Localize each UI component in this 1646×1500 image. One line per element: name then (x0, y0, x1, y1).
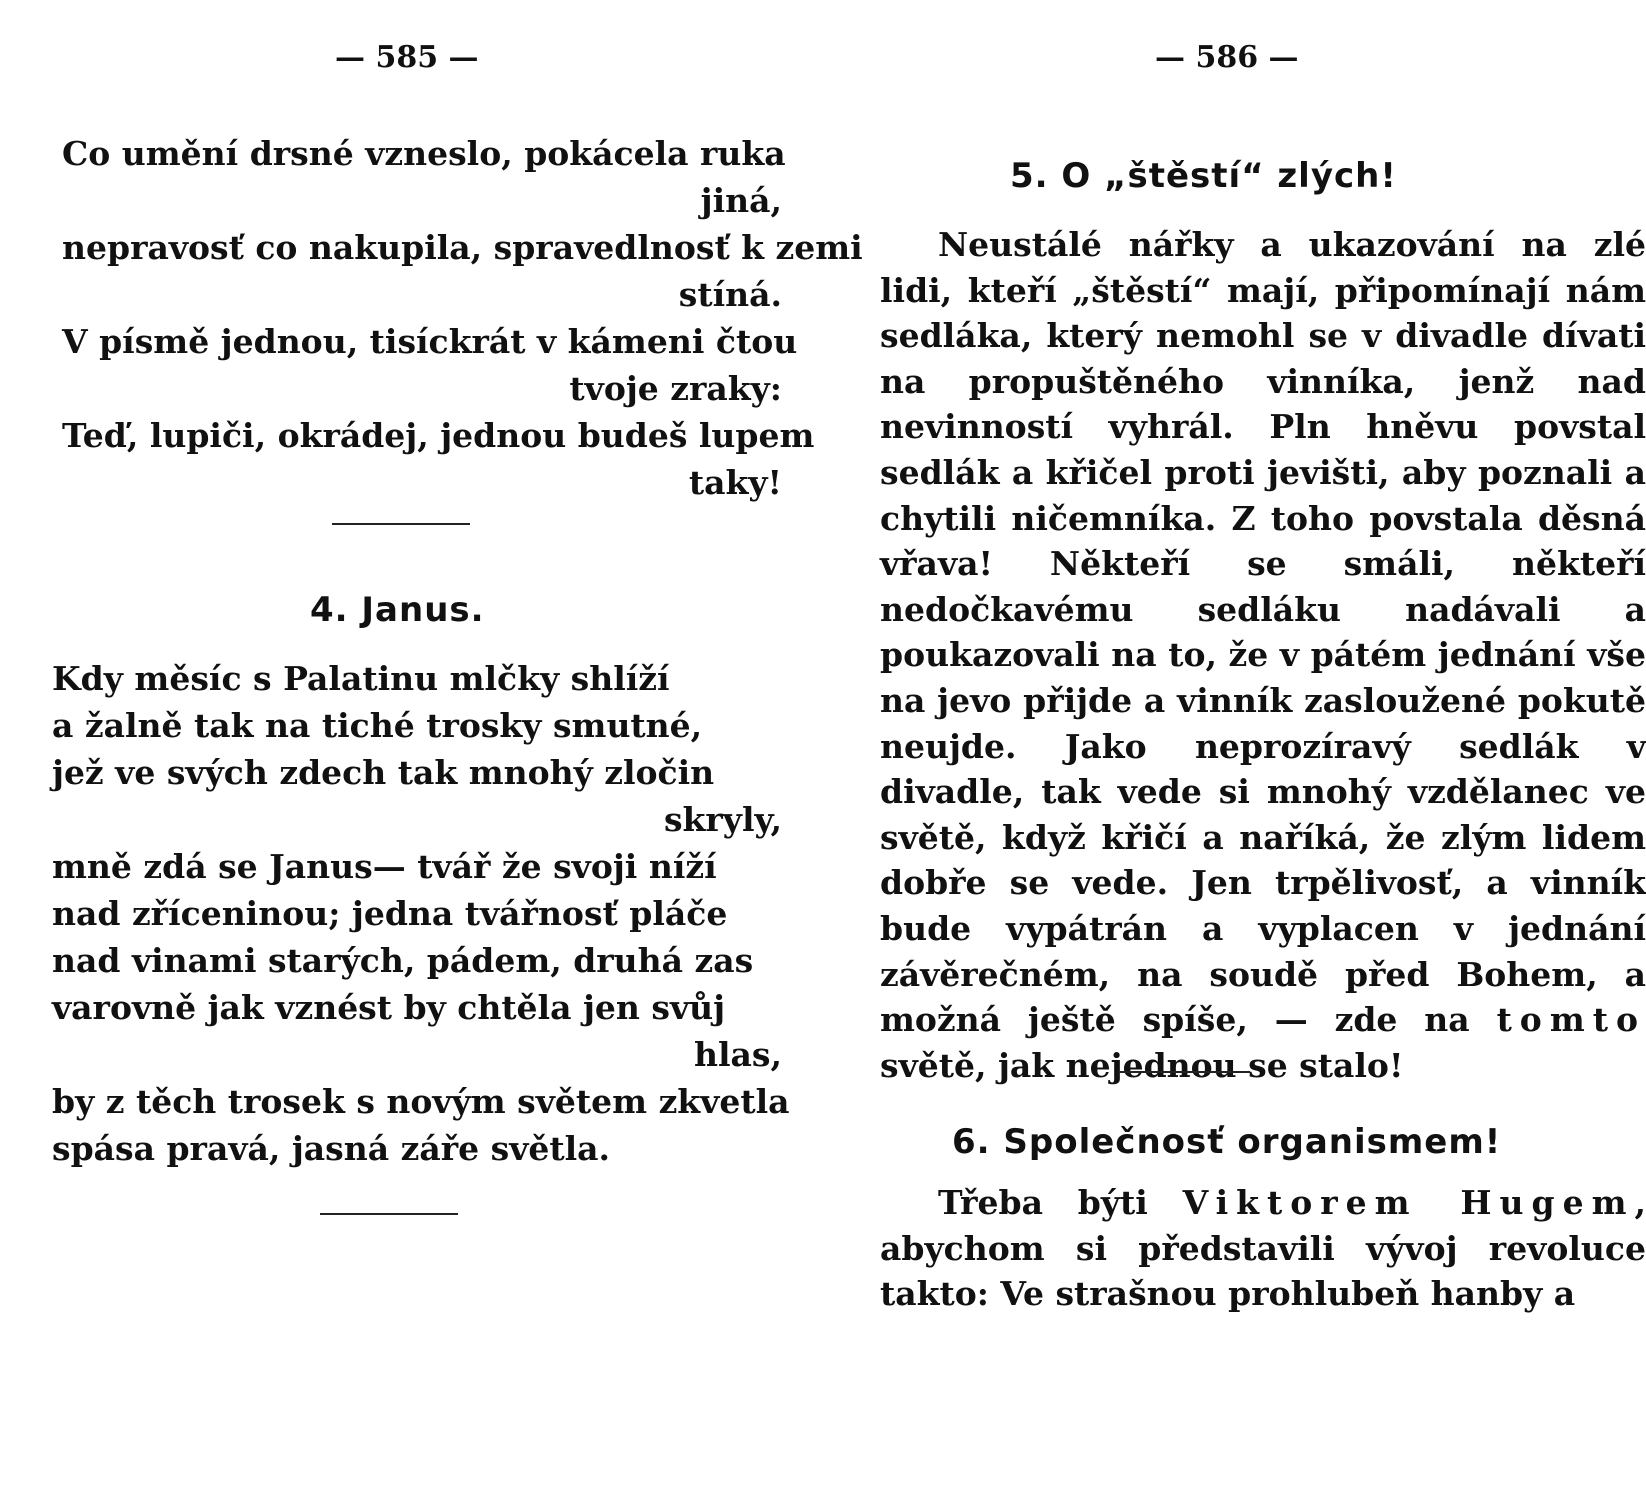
poem-line: Co umění drsné vzneslo, pokácela ruka (62, 134, 786, 173)
paragraph-text: Neustálé nářky a ukazování na zlé lidi, kteří „štěstí“ mají, připomínají nám sedláka, který nemohl se v divadle dívati na propuštěného vinníka, jenž nad nevinností vyhrál. Pln hněvu povstal sedlák a křičel proti jevišti, aby poznali a chytili ničemníka. Z toho povstala děsná vřava! Někteří se smáli, někteří nedočkavému sedláku nadávali a poukazovali na to, že v pátém jednání vše na jevo přijde a vinník zasloužené pokutě neujde. Jako neprozíravý sedlák v divadle, tak vede si mnohý vzdělanec ve světě, když křičí a naříká, že zlým lidem dobře se vede. Jen trpělivosť, a vinník bude vypátrán a vyplacen v jednání závěrečném, na soudě před Bohem, a možná ještě spíše, — zde na (880, 225, 1646, 1040)
paragraph-text: Třeba býti (938, 1183, 1183, 1222)
poem-line-continuation: taky! (688, 463, 782, 502)
poem-line-continuation: stíná. (678, 275, 782, 314)
poem-line: V písmě jednou, tisíckrát v kámeni čtou (62, 322, 798, 361)
poem-line: nad zříceninou; jedna tvářnosť pláče (52, 894, 728, 933)
poem-line: mně zdá se Janus— tvář že svoji níží (52, 847, 717, 886)
section-heading: 6. Společnosť organismem! (952, 1122, 1502, 1162)
poem-janus (52, 655, 790, 1172)
poem-line: nad vinami starých, pádem, druhá zas (52, 941, 754, 980)
paragraph-text: světě, jak nejednou se stalo! (880, 1045, 1404, 1085)
section-5-paragraph (880, 222, 1646, 1088)
page-number: — 585 — (335, 40, 479, 75)
poem-line: Teď, lupiči, okrádej, jednou budeš lupem (62, 416, 815, 455)
section-divider (1118, 1071, 1250, 1073)
poem-line: jež ve svých zdech tak mnohý zločin (52, 753, 715, 792)
poem-line: by z těch trosek s novým světem zkvetla (52, 1082, 790, 1121)
poem-line: a žalně tak na tiché trosky smutné, (52, 706, 703, 745)
section-divider (320, 1213, 458, 1215)
emphasized-text: tomto (1496, 1000, 1646, 1040)
page-number: — 586 — (1155, 40, 1299, 75)
poem-line: spása pravá, jasná záře světla. (52, 1129, 611, 1168)
right-page (830, 0, 1646, 1500)
emphasized-text: Viktorem Hugem (1182, 1183, 1635, 1222)
poem-continuation (62, 130, 863, 506)
poem-line: Kdy měsíc s Palatinu mlčky shlíží (52, 659, 670, 698)
poem-line-continuation: jiná, (700, 181, 782, 220)
poem-line-continuation: skryly, (663, 800, 782, 839)
poem-line-continuation: tvoje zraky: (569, 369, 782, 408)
poem-line: nepravosť co nakupila, spravedlnosť k zemi (62, 228, 863, 267)
poem-line: varovně jak vznést by chtěla jen svůj (52, 988, 726, 1027)
section-6-paragraph (880, 1180, 1646, 1317)
section-heading: 5. O „štěstí“ zlých! (1010, 156, 1397, 196)
section-heading: 4. Janus. (310, 590, 485, 630)
section-divider (332, 523, 470, 525)
paragraph-text: , abychom si představili vývoj revoluce takto: Ve strašnou prohlubeň hanby a (880, 1183, 1646, 1314)
poem-line-continuation: hlas, (694, 1035, 782, 1074)
